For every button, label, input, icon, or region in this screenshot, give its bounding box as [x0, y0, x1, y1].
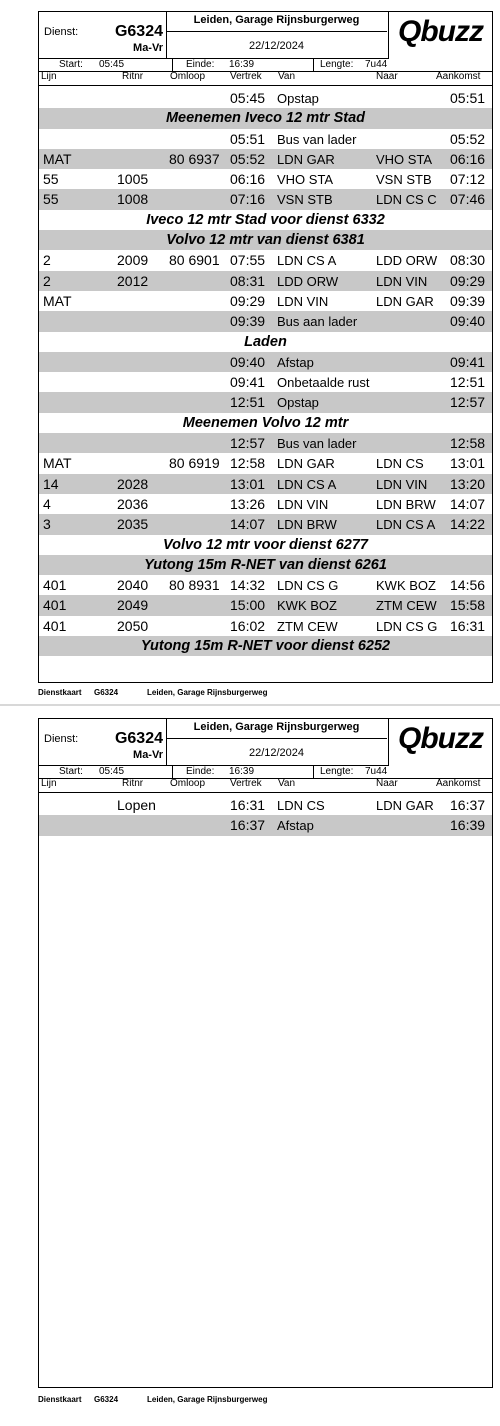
cell-van: Opstap [277, 91, 319, 106]
cell-lijn: 2 [43, 252, 51, 269]
col-omloop: Omloop [170, 778, 206, 789]
cell-aankomst: 09:29 [450, 272, 486, 289]
section-heading: Volvo 12 mtr voor dienst 6277 [163, 536, 368, 553]
footer-label: Dienstkaart [38, 688, 82, 697]
schedule-rows [39, 795, 492, 836]
cell-lijn: MAT [43, 292, 72, 309]
cell-van: Afstap [277, 354, 314, 370]
col-aankomst: Aankomst [436, 778, 481, 789]
section-heading: Volvo 12 mtr van dienst 6381 [39, 230, 492, 250]
cell-van: Bus aan lader [277, 314, 358, 330]
cell-naar: VSN STB [376, 172, 432, 188]
card-header [39, 719, 492, 778]
cell-vertrek: 16:37 [230, 817, 266, 834]
cell-lijn: 401 [43, 577, 67, 594]
cell-vertrek: 16:31 [230, 797, 266, 813]
cell-lijn: 4 [43, 495, 51, 512]
cell-aankomst: 13:01 [450, 455, 486, 472]
cell-vertrek: 14:32 [230, 577, 266, 594]
cell-aankomst: 07:46 [450, 191, 486, 208]
footer-dienst: G6324 [94, 688, 119, 697]
cell-naar: LDN BRW [376, 496, 436, 512]
cell-aankomst: 12:58 [450, 435, 486, 452]
cell-ritnr: 2028 [117, 475, 149, 492]
col-aankomst: Aankomst [436, 71, 481, 82]
schedule-row [39, 129, 492, 149]
page-2 [0, 705, 500, 1426]
section-heading: Iveco 12 mtr Stad voor dienst 6332 [146, 211, 385, 228]
cell-aankomst: 13:20 [450, 475, 486, 492]
cell-ritnr: 2050 [117, 617, 149, 634]
dienst-label: Dienst: [44, 733, 79, 745]
date: 22/12/2024 [248, 40, 305, 52]
cell-aankomst: 09:41 [450, 353, 486, 370]
cell-aankomst: 05:51 [450, 90, 486, 106]
cell-lijn: 401 [43, 617, 67, 634]
cell-vertrek: 12:57 [230, 435, 266, 452]
location-box [166, 12, 389, 59]
start-label: Start: [59, 59, 83, 70]
cell-van: VSN STB [277, 192, 333, 208]
location: Leiden, Garage Rijnsburgerweg [166, 12, 387, 32]
lengte-label: Lengte: [320, 59, 354, 70]
schedule-row [39, 352, 492, 372]
cell-aankomst: 16:37 [450, 797, 486, 813]
dienst-box [39, 719, 167, 766]
location: Leiden, Garage Rijnsburgerweg [166, 719, 387, 739]
col-lijn: Lijn [41, 71, 57, 82]
schedule-row [39, 271, 492, 291]
cell-van: VHO STA [277, 172, 334, 188]
cell-omloop: 80 6937 [169, 150, 220, 167]
cell-naar: LDN CS [376, 456, 424, 472]
cell-ritnr: 2009 [117, 252, 149, 269]
footer-label: Dienstkaart [38, 1395, 82, 1404]
schedule-row [39, 616, 492, 636]
section-heading: Laden [244, 333, 287, 350]
cell-van: LDN GAR [277, 456, 335, 472]
einde-time: 16:39 [229, 59, 255, 70]
cell-aankomst: 06:16 [450, 150, 486, 167]
col-naar: Naar [376, 778, 398, 789]
cell-ritnr: 2049 [117, 597, 149, 614]
cell-aankomst: 09:39 [450, 292, 486, 309]
section-heading: Yutong 15m R-NET voor dienst 6252 [39, 636, 492, 656]
dienst-number: G6324 [114, 23, 163, 40]
cell-van: LDN VIN [277, 293, 329, 309]
cell-naar: LDN VIN [376, 273, 428, 289]
footer-location: Leiden, Garage Rijnsburgerweg [147, 1395, 268, 1404]
cell-ritnr: 1005 [117, 171, 149, 188]
start-label: Start: [59, 766, 83, 777]
cell-naar: LDN CS A [376, 517, 436, 533]
location-box [166, 719, 389, 766]
lengte-label: Lengte: [320, 766, 354, 777]
dienst-days: Ma-Vr [133, 42, 163, 54]
dienst-box [39, 12, 167, 59]
schedule-row [39, 392, 492, 412]
cell-ritnr: 2012 [117, 272, 149, 289]
cell-lijn: 55 [43, 191, 59, 208]
schedule-row [39, 250, 492, 270]
cell-aankomst: 14:22 [450, 516, 486, 533]
cell-vertrek: 09:39 [230, 313, 266, 330]
cell-vertrek: 05:45 [230, 90, 266, 106]
cell-naar: LDN CS G [376, 618, 438, 634]
cell-omloop: 80 8931 [169, 577, 220, 594]
section-heading: Meenemen Iveco 12 mtr Stad [39, 108, 492, 128]
cell-vertrek: 12:51 [230, 394, 266, 411]
schedule-row [39, 575, 492, 595]
col-omloop: Omloop [170, 71, 206, 82]
cell-naar: LDN GAR [376, 798, 434, 813]
cell-ritnr: 2035 [117, 516, 149, 533]
cell-van: Bus van lader [277, 436, 357, 452]
footer-location: Leiden, Garage Rijnsburgerweg [147, 688, 268, 697]
cell-vertrek: 07:16 [230, 191, 266, 208]
schedule-row [39, 514, 492, 534]
cell-ritnr: 1008 [117, 191, 149, 208]
cell-lijn: 3 [43, 516, 51, 533]
cell-van: ZTM CEW [277, 618, 338, 634]
schedule-row [39, 494, 492, 514]
cell-naar: LDD ORW [376, 253, 438, 269]
duty-card [38, 718, 493, 1388]
cell-vertrek: 09:41 [230, 374, 266, 391]
section-heading: Yutong 15m R-NET van dienst 6261 [39, 555, 492, 575]
cell-naar: KWK BOZ [376, 578, 436, 594]
cell-van: Opstap [277, 395, 319, 411]
dienst-days: Ma-Vr [133, 749, 163, 761]
cell-vertrek: 05:51 [230, 130, 266, 147]
schedule-row [39, 795, 492, 815]
footer-dienst: G6324 [94, 1395, 119, 1404]
schedule-rows [39, 88, 492, 656]
card-header [39, 12, 492, 71]
schedule-row [39, 88, 492, 108]
dienst-label: Dienst: [44, 26, 79, 38]
lengte-value: 7u44 [365, 766, 388, 777]
cell-van: LDN VIN [277, 496, 329, 512]
cell-omloop: 80 6919 [169, 455, 220, 472]
col-ritnr: Ritnr [122, 778, 144, 789]
duty-card [38, 11, 493, 683]
qbuzz-logo: Qbuzz [398, 722, 483, 755]
einde-label: Einde: [186, 766, 215, 777]
cell-ritnr: Lopen [117, 797, 156, 813]
col-vertrek: Vertrek [230, 778, 262, 789]
cell-aankomst: 05:52 [450, 130, 486, 147]
cell-vertrek: 06:16 [230, 171, 266, 188]
schedule-row [39, 433, 492, 453]
col-van: Van [278, 71, 296, 82]
cell-lijn: 55 [43, 171, 59, 188]
cell-lijn: MAT [43, 455, 72, 472]
col-van: Van [278, 778, 296, 789]
cell-aankomst: 16:39 [450, 817, 486, 834]
column-header [39, 778, 492, 793]
cell-omloop: 80 6901 [169, 252, 220, 269]
cell-aankomst: 16:31 [450, 617, 486, 634]
cell-vertrek: 07:55 [230, 252, 266, 269]
cell-van: Afstap [277, 818, 314, 834]
cell-aankomst: 14:56 [450, 577, 486, 594]
cell-van: LDD ORW [277, 273, 339, 289]
cell-vertrek: 05:52 [230, 150, 266, 167]
cell-vertrek: 08:31 [230, 272, 266, 289]
cell-vertrek: 15:00 [230, 597, 266, 614]
cell-aankomst: 08:30 [450, 252, 486, 269]
section-heading: Meenemen Volvo 12 mtr [182, 414, 349, 431]
einde-time: 16:39 [229, 766, 255, 777]
cell-van: Bus van lader [277, 131, 357, 147]
cell-vertrek: 09:29 [230, 292, 266, 309]
dienst-number: G6324 [114, 730, 163, 747]
cell-naar: VHO STA [376, 151, 433, 167]
schedule-row [39, 189, 492, 209]
cell-van: LDN CS A [277, 476, 337, 492]
cell-aankomst: 15:58 [450, 597, 486, 614]
start-time: 05:45 [99, 766, 125, 777]
cell-aankomst: 07:12 [450, 171, 486, 188]
cell-van: LDN GAR [277, 151, 335, 167]
cell-lijn: MAT [43, 150, 72, 167]
col-vertrek: Vertrek [230, 71, 262, 82]
schedule-row [39, 595, 492, 615]
cell-vertrek: 16:02 [230, 617, 266, 634]
cell-naar: LDN CS C [376, 192, 437, 208]
cell-ritnr: 2036 [117, 495, 149, 512]
cell-ritnr: 2040 [117, 577, 149, 594]
schedule-row [39, 372, 492, 392]
schedule-row [39, 453, 492, 473]
cell-van: LDN BRW [277, 517, 337, 533]
date: 22/12/2024 [248, 747, 305, 759]
cell-vertrek: 09:40 [230, 353, 266, 370]
start-time: 05:45 [99, 59, 125, 70]
qbuzz-logo: Qbuzz [398, 15, 483, 48]
cell-vertrek: 13:01 [230, 475, 266, 492]
schedule-row [39, 311, 492, 331]
col-naar: Naar [376, 71, 398, 82]
cell-naar: LDN VIN [376, 476, 428, 492]
cell-aankomst: 12:51 [450, 374, 486, 391]
cell-aankomst: 14:07 [450, 495, 486, 512]
cell-vertrek: 12:58 [230, 455, 266, 472]
cell-van: LDN CS G [277, 578, 339, 594]
cell-vertrek: 14:07 [230, 516, 266, 533]
cell-aankomst: 12:57 [450, 394, 486, 411]
cell-van: KWK BOZ [277, 598, 337, 614]
cell-lijn: 2 [43, 272, 51, 289]
column-header [39, 71, 492, 86]
page-1 [0, 0, 500, 705]
cell-naar: LDN GAR [376, 293, 434, 309]
cell-van: LDN CS [277, 798, 325, 813]
cell-lijn: 401 [43, 597, 67, 614]
col-ritnr: Ritnr [122, 71, 144, 82]
col-lijn: Lijn [41, 778, 57, 789]
schedule-row [39, 291, 492, 311]
cell-van: LDN CS A [277, 253, 337, 269]
cell-aankomst: 09:40 [450, 313, 486, 330]
cell-naar: ZTM CEW [376, 598, 437, 614]
cell-van: Onbetaalde rust [277, 375, 370, 391]
lengte-value: 7u44 [365, 59, 388, 70]
cell-lijn: 14 [43, 475, 59, 492]
schedule-row [39, 815, 492, 835]
schedule-row [39, 149, 492, 169]
schedule-row [39, 474, 492, 494]
cell-vertrek: 13:26 [230, 495, 266, 512]
schedule-row [39, 169, 492, 189]
einde-label: Einde: [186, 59, 215, 70]
